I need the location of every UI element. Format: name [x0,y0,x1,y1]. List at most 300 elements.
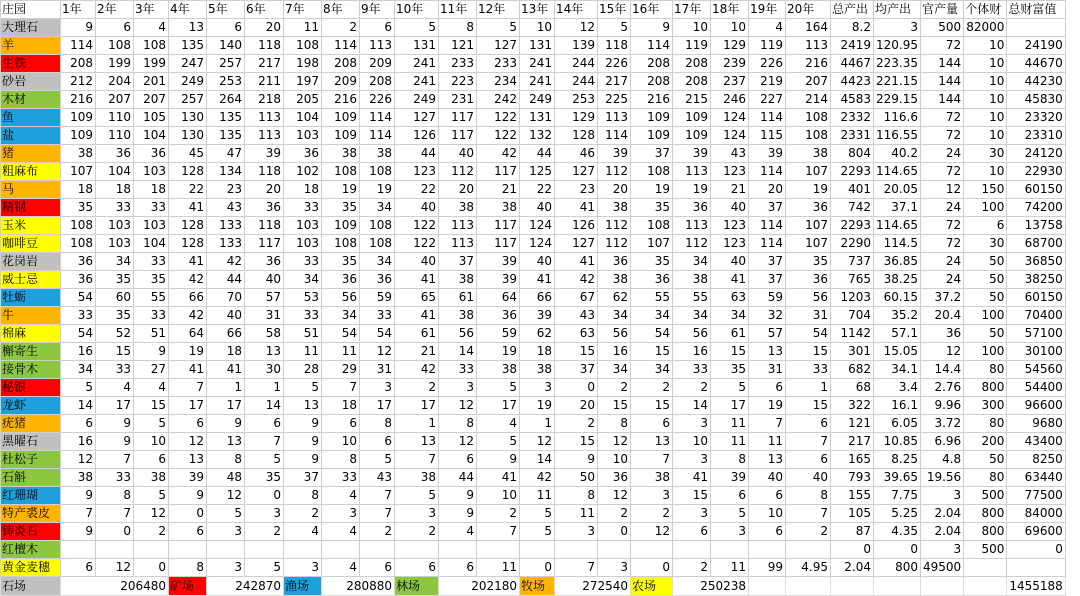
data-cell[interactable]: 72 [921,37,964,55]
data-cell[interactable]: 104 [134,127,169,145]
data-cell[interactable]: 48 [207,469,245,487]
data-cell[interactable]: 45 [169,145,207,163]
data-cell[interactable]: 3 [555,523,598,541]
data-cell[interactable]: 33 [360,307,395,325]
data-cell[interactable]: 36 [360,271,395,289]
data-cell[interactable]: 108 [360,235,395,253]
column-header[interactable]: 13年 [520,1,555,19]
data-cell[interactable]: 6 [439,451,477,469]
data-cell[interactable]: 208 [61,55,96,73]
data-cell[interactable]: 36 [284,145,322,163]
column-header[interactable]: 8年 [322,1,360,19]
data-cell[interactable]: 103 [134,163,169,181]
data-cell[interactable]: 54 [786,325,831,343]
data-cell[interactable]: 140 [207,37,245,55]
data-cell[interactable]: 2 [134,523,169,541]
data-cell[interactable]: 19 [749,397,786,415]
data-cell[interactable]: 201 [134,73,169,91]
data-cell[interactable]: 6 [786,415,831,433]
data-cell[interactable]: 12 [207,487,245,505]
data-cell[interactable]: 3 [207,523,245,541]
data-cell[interactable]: 7 [631,451,673,469]
data-cell[interactable]: 6 [439,559,477,577]
data-cell[interactable]: 107 [61,163,96,181]
data-cell[interactable]: 113 [245,109,284,127]
data-cell[interactable]: 70 [207,289,245,307]
data-cell[interactable]: 59 [749,289,786,307]
data-cell[interactable]: 112 [598,163,631,181]
data-cell[interactable]: 50 [555,469,598,487]
data-cell[interactable]: 58 [245,325,284,343]
data-cell[interactable]: 5 [598,19,631,37]
data-cell[interactable]: 3 [360,379,395,397]
data-cell[interactable]: 4.8 [921,451,964,469]
resource-name-cell[interactable]: 牡蛎 [1,289,61,307]
data-cell[interactable]: 207 [96,91,134,109]
data-cell[interactable]: 44 [207,271,245,289]
data-cell[interactable]: 40 [520,253,555,271]
data-cell[interactable]: 34.1 [874,361,921,379]
data-cell[interactable]: 800 [874,559,921,577]
data-cell[interactable]: 14 [61,397,96,415]
data-cell[interactable]: 80 [964,415,1007,433]
data-cell[interactable]: 119 [749,37,786,55]
data-cell[interactable]: 108 [631,163,673,181]
data-cell[interactable]: 17 [711,397,749,415]
data-cell[interactable]: 33 [439,361,477,379]
resource-name-cell[interactable]: 花岗岩 [1,253,61,271]
data-cell[interactable]: 10 [673,19,711,37]
data-cell[interactable]: 216 [322,91,360,109]
data-cell[interactable]: 35 [61,199,96,217]
data-cell[interactable]: 127 [555,235,598,253]
data-cell[interactable] [61,541,96,559]
data-cell[interactable]: 1 [786,379,831,397]
data-cell[interactable]: 39 [477,253,520,271]
data-cell[interactable]: 42 [207,253,245,271]
data-cell[interactable]: 34 [284,271,322,289]
data-cell[interactable]: 3 [520,379,555,397]
data-cell[interactable]: 3 [207,559,245,577]
resource-name-cell[interactable]: 秘银 [1,379,61,397]
data-cell[interactable]: 3 [673,505,711,523]
data-cell[interactable]: 4 [322,559,360,577]
data-cell[interactable]: 16 [673,343,711,361]
data-cell[interactable]: 34 [631,307,673,325]
data-cell[interactable]: 50 [964,325,1007,343]
data-cell[interactable]: 130 [169,109,207,127]
data-cell[interactable]: 110 [96,109,134,127]
data-cell[interactable]: 9 [477,451,520,469]
data-cell[interactable]: 205 [284,91,322,109]
data-cell[interactable]: 108 [786,127,831,145]
data-cell[interactable]: 2 [555,415,598,433]
data-cell[interactable]: 34 [360,199,395,217]
data-cell[interactable]: 0 [555,379,598,397]
data-cell[interactable]: 72 [921,127,964,145]
data-cell[interactable]: 38 [631,469,673,487]
data-cell[interactable]: 121 [439,37,477,55]
data-cell[interactable]: 10 [322,433,360,451]
data-cell[interactable]: 2.04 [831,559,874,577]
data-cell[interactable]: 36 [61,253,96,271]
data-cell[interactable]: 4 [477,415,520,433]
data-cell[interactable]: 115 [749,127,786,145]
data-cell[interactable]: 37.2 [921,289,964,307]
data-cell[interactable]: 38 [520,361,555,379]
data-cell[interactable]: 12 [96,559,134,577]
data-cell[interactable]: 102 [284,163,322,181]
data-cell[interactable]: 40 [207,307,245,325]
data-cell[interactable]: 223 [439,73,477,91]
data-cell[interactable]: 204 [96,73,134,91]
column-header[interactable]: 均产出 [874,1,921,19]
column-header[interactable]: 1年 [61,1,96,19]
data-cell[interactable]: 0 [134,559,169,577]
data-cell[interactable]: 4 [134,19,169,37]
column-header[interactable]: 个体财 [964,1,1007,19]
grand-total-cell[interactable]: 1455188 [1007,577,1065,596]
data-cell[interactable]: 15 [555,433,598,451]
data-cell[interactable]: 215 [673,91,711,109]
data-cell[interactable]: 4 [134,379,169,397]
data-cell[interactable]: 35 [786,253,831,271]
data-cell[interactable]: 38 [477,361,520,379]
data-cell[interactable]: 124 [520,235,555,253]
data-cell[interactable]: 23320 [1007,109,1065,127]
data-cell[interactable]: 132 [520,127,555,145]
data-cell[interactable]: 39 [169,469,207,487]
data-cell[interactable] [1007,19,1065,37]
data-cell[interactable]: 2332 [831,109,874,127]
data-cell[interactable]: 33 [134,253,169,271]
data-cell[interactable]: 109 [673,109,711,127]
data-cell[interactable]: 5 [711,505,749,523]
data-cell[interactable]: 40 [520,199,555,217]
data-cell[interactable]: 5 [134,415,169,433]
data-cell[interactable]: 60.15 [874,289,921,307]
data-cell[interactable]: 34 [631,361,673,379]
data-cell[interactable]: 223.35 [874,55,921,73]
data-cell[interactable]: 69600 [1007,523,1065,541]
data-cell[interactable]: 127 [477,37,520,55]
data-cell[interactable]: 30 [964,235,1007,253]
column-header[interactable]: 官产量 [921,1,964,19]
data-cell[interactable]: 208 [360,73,395,91]
data-cell[interactable]: 765 [831,271,874,289]
data-cell[interactable]: 7 [360,505,395,523]
data-cell[interactable]: 9 [555,451,598,469]
data-cell[interactable]: 3 [921,541,964,559]
data-cell[interactable]: 41 [477,469,520,487]
data-cell[interactable] [134,541,169,559]
data-cell[interactable]: 37 [749,199,786,217]
data-cell[interactable]: 2 [395,523,439,541]
data-cell[interactable]: 12 [439,433,477,451]
data-cell[interactable]: 0 [631,559,673,577]
data-cell[interactable]: 128 [555,127,598,145]
data-cell[interactable]: 33 [786,361,831,379]
data-cell[interactable]: 253 [555,91,598,109]
data-cell[interactable]: 37 [749,253,786,271]
data-cell[interactable]: 117 [477,235,520,253]
data-cell[interactable]: 742 [831,199,874,217]
data-cell[interactable]: 1203 [831,289,874,307]
data-cell[interactable]: 19 [360,181,395,199]
resource-name-cell[interactable]: 红檀木 [1,541,61,559]
data-cell[interactable]: 38 [61,469,96,487]
data-cell[interactable]: 4 [284,523,322,541]
data-cell[interactable]: 15 [555,343,598,361]
data-cell[interactable]: 8 [555,487,598,505]
data-cell[interactable]: 38 [395,469,439,487]
data-cell[interactable]: 244 [555,55,598,73]
data-cell[interactable] [284,541,322,559]
data-cell[interactable]: 114 [631,37,673,55]
data-cell[interactable]: 55 [631,289,673,307]
data-cell[interactable]: 56 [439,325,477,343]
data-cell[interactable]: 107 [786,235,831,253]
data-cell[interactable]: 42 [520,469,555,487]
empty-cell[interactable] [786,577,831,596]
data-cell[interactable]: 36 [786,271,831,289]
data-cell[interactable]: 19.56 [921,469,964,487]
data-cell[interactable]: 401 [831,181,874,199]
data-cell[interactable]: 216 [786,55,831,73]
data-cell[interactable]: 112 [673,235,711,253]
footer-category-label[interactable]: 牧场 [520,577,555,596]
column-header[interactable]: 14年 [555,1,598,19]
data-cell[interactable]: 198 [284,55,322,73]
data-cell[interactable]: 38 [439,199,477,217]
data-cell[interactable]: 7 [360,487,395,505]
data-cell[interactable] [749,541,786,559]
resource-name-cell[interactable]: 精钢 [1,199,61,217]
data-cell[interactable]: 135 [207,109,245,127]
data-cell[interactable]: 144 [921,73,964,91]
data-cell[interactable]: 129 [711,37,749,55]
data-cell[interactable]: 24120 [1007,145,1065,163]
data-cell[interactable]: 34 [673,253,711,271]
data-cell[interactable]: 20 [598,181,631,199]
data-cell[interactable]: 39 [673,145,711,163]
data-cell[interactable]: 109 [322,127,360,145]
data-cell[interactable]: 54 [360,325,395,343]
data-cell[interactable]: 3 [439,379,477,397]
data-cell[interactable]: 70400 [1007,307,1065,325]
data-cell[interactable]: 5 [134,487,169,505]
data-cell[interactable]: 100 [964,343,1007,361]
data-cell[interactable]: 6 [749,379,786,397]
data-cell[interactable]: 4.95 [786,559,831,577]
data-cell[interactable]: 13 [749,451,786,469]
data-cell[interactable]: 17 [477,397,520,415]
data-cell[interactable]: 12 [61,451,96,469]
column-header[interactable]: 12年 [477,1,520,19]
data-cell[interactable]: 33 [673,361,711,379]
data-cell[interactable]: 35 [711,361,749,379]
data-cell[interactable]: 6 [322,415,360,433]
data-cell[interactable]: 804 [831,145,874,163]
data-cell[interactable]: 53 [284,289,322,307]
data-cell[interactable]: 113 [673,163,711,181]
data-cell[interactable]: 108 [360,217,395,235]
data-cell[interactable]: 14 [245,397,284,415]
data-cell[interactable]: 36850 [1007,253,1065,271]
data-cell[interactable]: 61 [439,289,477,307]
data-cell[interactable]: 221.15 [874,73,921,91]
data-cell[interactable]: 40 [395,199,439,217]
resource-name-cell[interactable]: 棉麻 [1,325,61,343]
data-cell[interactable]: 43400 [1007,433,1065,451]
data-cell[interactable]: 117 [477,163,520,181]
resource-name-cell[interactable]: 猪 [1,145,61,163]
resource-name-cell[interactable]: 疣猪 [1,415,61,433]
data-cell[interactable]: 51 [284,325,322,343]
data-cell[interactable]: 36 [477,307,520,325]
data-cell[interactable]: 8.2 [831,19,874,37]
data-cell[interactable]: 10 [749,505,786,523]
data-cell[interactable]: 33 [61,307,96,325]
data-cell[interactable]: 40 [439,145,477,163]
data-cell[interactable] [477,541,520,559]
data-cell[interactable]: 41 [520,271,555,289]
data-cell[interactable]: 3 [322,505,360,523]
data-cell[interactable]: 500 [964,487,1007,505]
empty-cell[interactable] [964,577,1007,596]
resource-name-cell[interactable]: 鱼 [1,109,61,127]
data-cell[interactable]: 107 [786,217,831,235]
data-cell[interactable]: 7 [749,415,786,433]
resource-name-cell[interactable]: 砂岩 [1,73,61,91]
data-cell[interactable]: 7 [245,433,284,451]
data-cell[interactable]: 800 [964,379,1007,397]
data-cell[interactable]: 123 [395,163,439,181]
data-cell[interactable]: 3 [245,505,284,523]
data-cell[interactable]: 42 [169,307,207,325]
data-cell[interactable]: 8 [439,415,477,433]
data-cell[interactable]: 6.96 [921,433,964,451]
data-cell[interactable]: 2 [631,379,673,397]
data-cell[interactable]: 105 [831,505,874,523]
resource-name-cell[interactable]: 接骨木 [1,361,61,379]
resource-name-cell[interactable]: 红珊瑚 [1,487,61,505]
data-cell[interactable]: 100 [964,307,1007,325]
data-cell[interactable]: 20 [749,181,786,199]
data-cell[interactable]: 35 [245,469,284,487]
data-cell[interactable]: 4423 [831,73,874,91]
data-cell[interactable]: 122 [395,217,439,235]
data-cell[interactable]: 20 [555,397,598,415]
data-cell[interactable]: 165 [831,451,874,469]
footer-category-total[interactable]: 202180 [439,577,520,596]
data-cell[interactable]: 2293 [831,217,874,235]
data-cell[interactable]: 116.55 [874,127,921,145]
data-cell[interactable]: 112 [598,235,631,253]
data-cell[interactable]: 12 [520,433,555,451]
data-cell[interactable]: 40.2 [874,145,921,163]
data-cell[interactable]: 9 [61,19,96,37]
data-cell[interactable]: 300 [964,397,1007,415]
data-cell[interactable]: 15 [96,343,134,361]
data-cell[interactable]: 226 [749,55,786,73]
data-cell[interactable]: 11 [322,343,360,361]
data-cell[interactable]: 197 [284,73,322,91]
data-cell[interactable]: 2 [477,505,520,523]
data-cell[interactable] [1007,559,1065,577]
data-cell[interactable]: 10 [134,433,169,451]
data-cell[interactable]: 6 [395,559,439,577]
data-cell[interactable]: 114 [360,109,395,127]
data-cell[interactable]: 66 [169,289,207,307]
data-cell[interactable]: 0 [831,541,874,559]
data-cell[interactable]: 34 [96,253,134,271]
data-cell[interactable]: 13 [395,433,439,451]
data-cell[interactable]: 34 [598,361,631,379]
data-cell[interactable]: 18 [207,343,245,361]
data-cell[interactable]: 226 [598,55,631,73]
data-cell[interactable]: 108 [322,163,360,181]
data-cell[interactable]: 6 [169,523,207,541]
data-cell[interactable]: 2290 [831,235,874,253]
data-cell[interactable]: 6 [360,19,395,37]
data-cell[interactable]: 7 [395,451,439,469]
data-cell[interactable]: 49500 [921,559,964,577]
data-cell[interactable]: 96600 [1007,397,1065,415]
data-cell[interactable] [598,541,631,559]
data-cell[interactable]: 109 [631,109,673,127]
footer-category-total[interactable]: 206480 [61,577,169,596]
data-cell[interactable]: 12 [555,19,598,37]
resource-name-cell[interactable]: 马 [1,181,61,199]
data-cell[interactable]: 50 [964,289,1007,307]
data-cell[interactable]: 249 [395,91,439,109]
data-cell[interactable]: 199 [134,55,169,73]
data-cell[interactable]: 33 [284,199,322,217]
data-cell[interactable]: 124 [711,109,749,127]
data-cell[interactable]: 59 [360,289,395,307]
data-cell[interactable]: 209 [360,55,395,73]
data-cell[interactable]: 44670 [1007,55,1065,73]
data-cell[interactable]: 35 [631,253,673,271]
data-cell[interactable]: 682 [831,361,874,379]
data-cell[interactable]: 249 [520,91,555,109]
data-cell[interactable]: 6 [61,559,96,577]
data-cell[interactable]: 0 [874,541,921,559]
data-cell[interactable]: 60 [96,289,134,307]
data-cell[interactable]: 43 [207,199,245,217]
data-cell[interactable]: 9 [96,415,134,433]
data-cell[interactable]: 8 [598,415,631,433]
data-cell[interactable]: 42 [395,361,439,379]
data-cell[interactable]: 1 [395,415,439,433]
data-cell[interactable]: 108 [631,217,673,235]
data-cell[interactable]: 113 [598,109,631,127]
data-cell[interactable]: 107 [631,235,673,253]
data-cell[interactable]: 11 [284,343,322,361]
data-cell[interactable]: 9 [439,505,477,523]
data-cell[interactable]: 4 [322,487,360,505]
data-cell[interactable]: 14 [439,343,477,361]
column-header[interactable]: 16年 [631,1,673,19]
data-cell[interactable]: 65 [395,289,439,307]
data-cell[interactable]: 225 [598,91,631,109]
data-cell[interactable]: 20.4 [921,307,964,325]
data-cell[interactable]: 74200 [1007,199,1065,217]
data-cell[interactable]: 37 [555,361,598,379]
data-cell[interactable]: 130 [169,127,207,145]
data-cell[interactable]: 257 [169,91,207,109]
